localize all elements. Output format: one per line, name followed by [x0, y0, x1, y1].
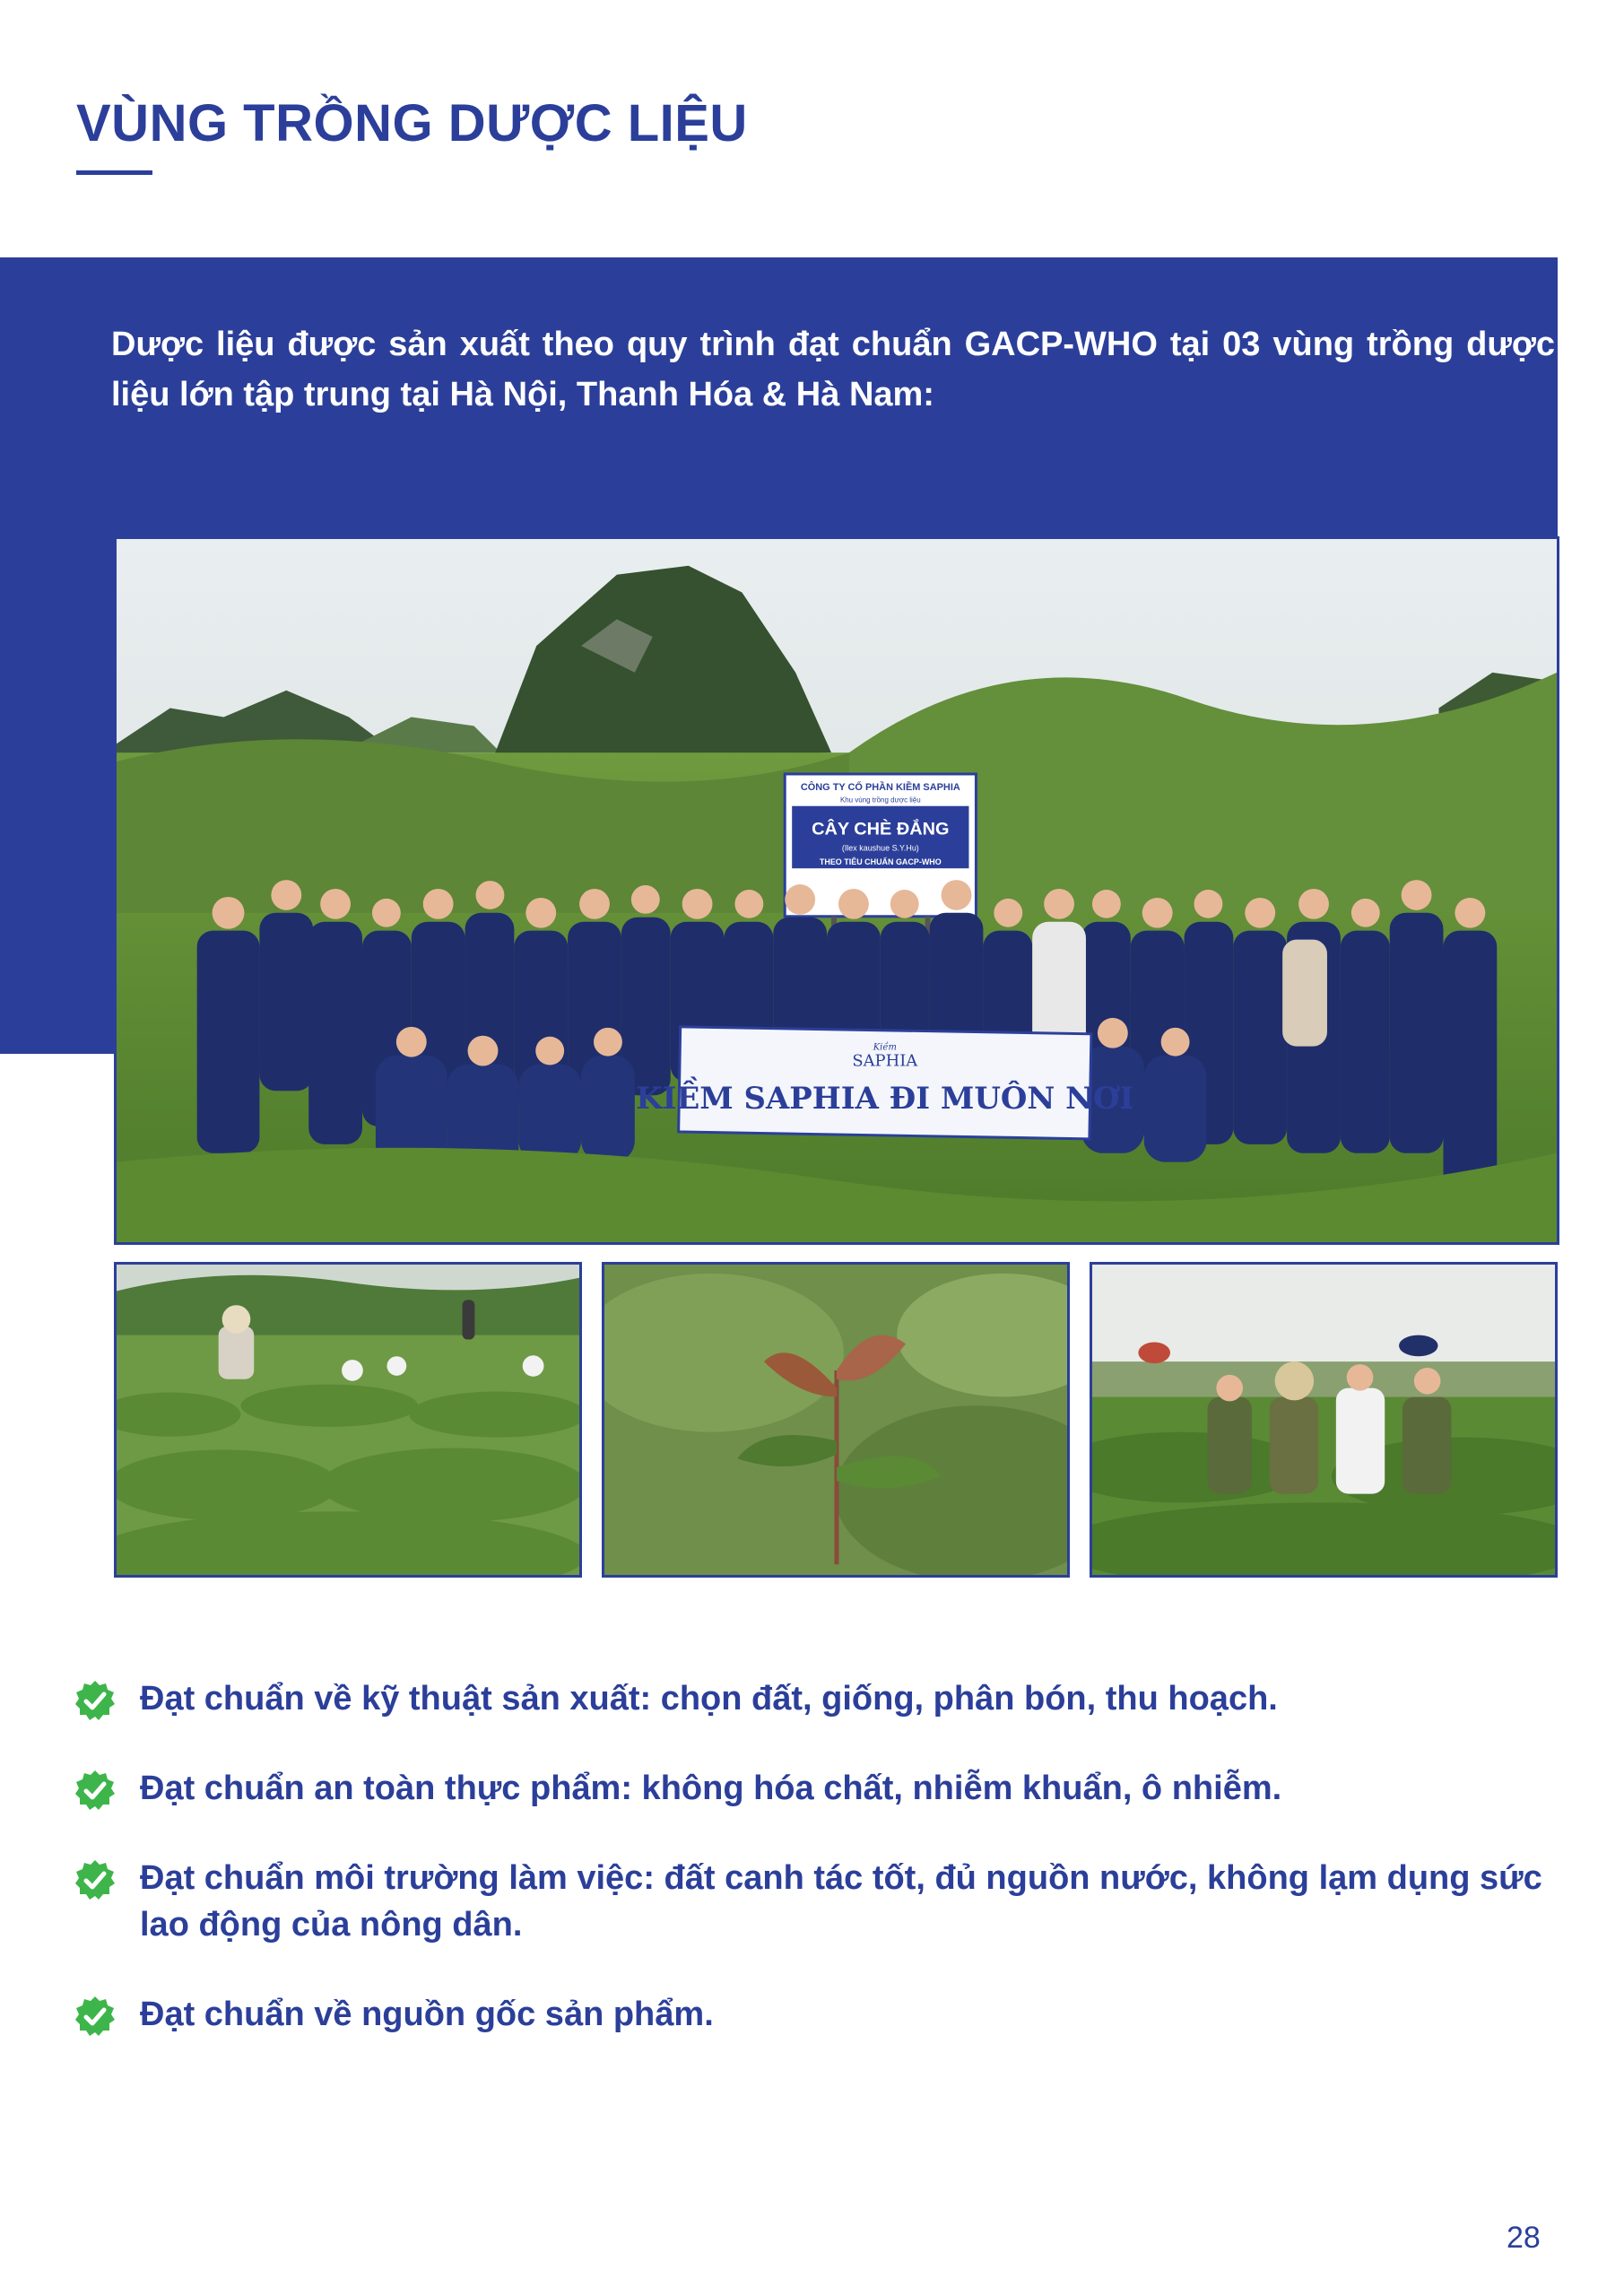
list-item — [74, 1765, 1598, 1812]
title-underline — [76, 170, 152, 175]
sign-area-label: Khu vùng trồng dược liệu — [839, 796, 921, 804]
banner-brand-small: Kiềm — [873, 1042, 897, 1053]
check-badge-icon — [74, 1679, 117, 1722]
tea-field-workers-photo — [114, 1262, 582, 1578]
list-item — [74, 1991, 1598, 2038]
check-badge-icon — [74, 1858, 117, 1901]
checklist-text: Đạt chuẩn về nguồn gốc sản phẩm. — [140, 1996, 714, 2033]
check-badge-icon — [74, 1769, 117, 1812]
checklist-text: Đạt chuẩn môi trường làm việc: đất canh tác tốt, đủ nguồn nước, không lạm dụng sức lao động của nông dân. — [140, 1859, 1542, 1944]
checklist-text: Đạt chuẩn về kỹ thuật sản xuất: chọn đất, giống, phân bón, thu hoạch. — [140, 1680, 1278, 1718]
checklist-text: Đạt chuẩn an toàn thực phẩm: không hóa chất, nhiễm khuẩn, ô nhiễm. — [140, 1770, 1282, 1807]
check-badge-icon — [74, 1995, 117, 2038]
banner-brand: SAPHIA — [852, 1051, 918, 1071]
sign-standard: THEO TIÊU CHUẨN GACP-WHO — [819, 857, 942, 867]
banner-slogan: KIỀM SAPHIA ĐI MUÔN NƠI — [636, 1080, 1134, 1117]
list-item — [74, 1855, 1598, 1948]
tea-leaves-closeup-photo — [602, 1262, 1070, 1578]
page-title: VÙNG TRỒNG DƯỢC LIỆU — [76, 94, 748, 152]
standards-checklist — [74, 1675, 1598, 2081]
people-in-tea-field-photo — [1090, 1262, 1558, 1578]
intro-text: Dược liệu được sản xuất theo quy trình đạt chuẩn GACP-WHO tại 03 vùng trồng dược liệu lớn tập trung tại Hà Nội, Thanh Hóa & Hà Nam: — [111, 326, 1555, 413]
sign-company: CÔNG TY CỔ PHẦN KIỀM SAPHIA — [800, 781, 960, 793]
page-number: 28 — [1507, 2221, 1541, 2255]
sign-scientific-name: (Ilex kaushue S.Y.Hu) — [841, 843, 919, 853]
sign-plant-name: CÂY CHÈ ĐẮNG — [812, 819, 950, 839]
main-group-photo — [114, 536, 1559, 1245]
list-item — [74, 1675, 1598, 1722]
